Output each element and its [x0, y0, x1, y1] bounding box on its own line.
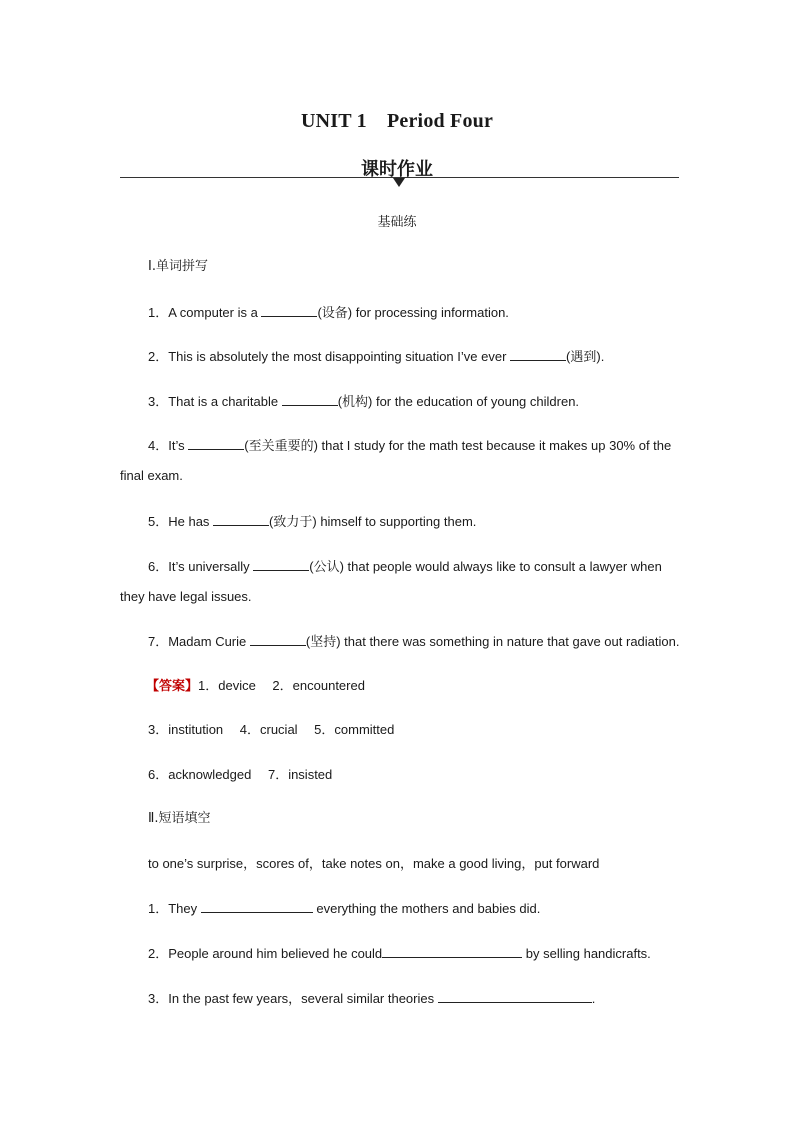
question-text: 3．That is a charitable — [148, 394, 282, 409]
word-bank: to one’s surprise，scores of，take notes on，make a good living，put forward — [148, 856, 600, 871]
question-text: 1．A computer is a — [148, 305, 262, 320]
question-text: 4．It’s — [148, 438, 189, 453]
question-text: 5．He has — [148, 514, 214, 529]
question-text: 2．People around him believed he could — [148, 946, 383, 961]
answer-line-1 — [146, 678, 365, 695]
question-text: 7．Madam Curie — [148, 634, 250, 649]
question-text: (公认) that people would always like to consult a lawyer when — [309, 559, 662, 574]
question-text: (遇到). — [566, 349, 605, 364]
question-text: (至关重要的) that I study for the math test because it makes up 30% of the — [244, 438, 672, 453]
question-text: (致力于) himself to supporting them. — [269, 514, 477, 529]
subsection-heading: 基础练 — [377, 215, 417, 230]
document-title: UNIT 1 Period Four — [300, 110, 494, 132]
part2-question-2 — [148, 945, 651, 962]
part1-question-2 — [148, 348, 604, 365]
answer-tag: 【答案】 — [146, 679, 199, 694]
answer-line-3: 6．acknowledged 7．insisted — [148, 767, 333, 782]
part2-heading: Ⅱ.短语填空 — [148, 811, 211, 826]
part2-question-3 — [148, 990, 595, 1007]
part1-question-3 — [148, 393, 579, 410]
question-text: (坚持) that there was something in nature that gave out radiation. — [305, 634, 680, 649]
part1-question-4-continued: final exam. — [120, 468, 183, 483]
question-text: by selling handicrafts. — [522, 946, 651, 961]
down-triangle-icon — [393, 178, 405, 187]
part1-question-7 — [148, 633, 679, 650]
part2-question-1 — [148, 900, 540, 917]
question-text: (机构) for the education of young children. — [337, 394, 580, 409]
question-text: (设备) for processing information. — [317, 305, 509, 320]
answer-blank — [213, 513, 269, 526]
part1-question-5 — [148, 513, 476, 530]
answer-line-2: 3．institution 4．crucial 5．committed — [148, 722, 395, 737]
question-text: 1．They — [148, 901, 201, 916]
question-text: . — [591, 991, 596, 1006]
question-text: 3．In the past few years，several similar theories — [148, 991, 438, 1006]
answer-blank — [261, 304, 317, 317]
answer-blank — [201, 900, 313, 913]
answer-blank — [282, 393, 338, 406]
part1-question-1 — [148, 304, 509, 321]
part1-question-6-continued: they have legal issues. — [120, 589, 252, 604]
answer-blank — [382, 945, 522, 958]
question-text: 6．It’s universally — [148, 559, 254, 574]
part1-question-4 — [148, 437, 671, 454]
part1-question-6 — [148, 558, 662, 575]
answer-blank — [250, 633, 306, 646]
answer-blank — [510, 348, 566, 361]
answer-blank — [253, 558, 309, 571]
answer-blank — [188, 437, 244, 450]
answer-text: 1．device 2．encountered — [198, 678, 365, 693]
question-text: 2．This is absolutely the most disappointing situation I’ve ever — [148, 349, 511, 364]
question-text: everything the mothers and babies did. — [312, 901, 541, 916]
part1-heading: Ⅰ.单词拼写 — [148, 259, 208, 274]
section-heading: 课时作业 — [361, 159, 433, 180]
answer-blank — [438, 990, 592, 1003]
